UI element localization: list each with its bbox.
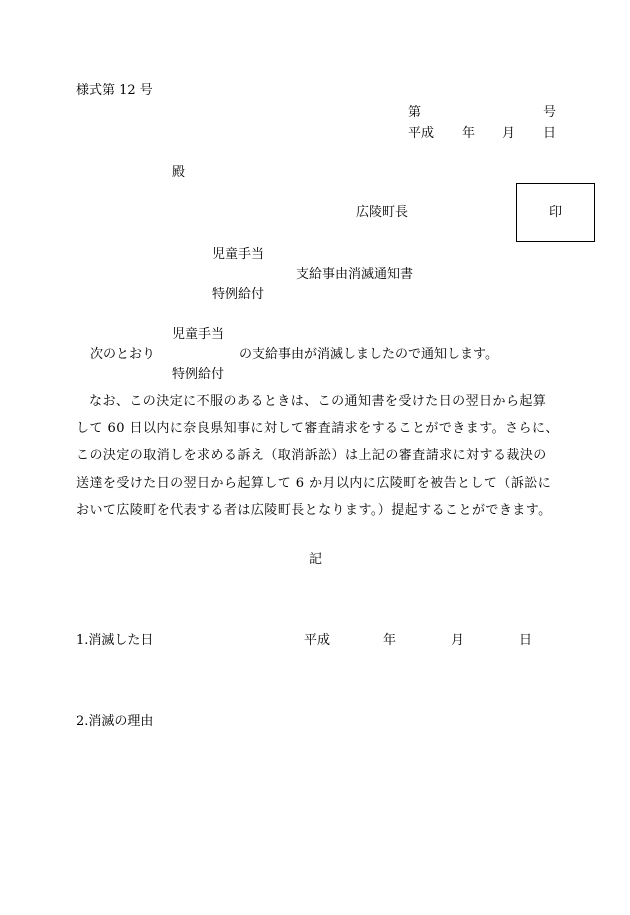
- seal-label: 印: [548, 205, 562, 220]
- notice-line: して 60 日以内に奈良県知事に対して審査請求をすることができます。さらに、: [76, 421, 559, 437]
- item-date-day: 日: [519, 633, 533, 648]
- body-type-lower: 特例給付: [172, 367, 225, 382]
- seal-box: [516, 183, 595, 242]
- body-lead: 次のとおり: [90, 347, 156, 362]
- ki-heading: 記: [309, 552, 323, 567]
- item-date-era: 平成: [304, 633, 331, 648]
- body-type-upper: 児童手当: [172, 327, 225, 342]
- body-main: の支給事由が消滅しましたので通知します。: [239, 347, 498, 362]
- appeal-notice: [76, 388, 559, 524]
- document-title: 支給事由消滅通知書: [296, 267, 414, 282]
- number-suffix: 号: [543, 105, 557, 120]
- notice-line: この決定の取消しを求める訴え（取消訴訟）は上記の審査請求に対する裁決の: [76, 448, 547, 464]
- date-era: 平成: [408, 126, 435, 141]
- date-month: 月: [502, 126, 516, 141]
- item-date-label: 1.消滅した日: [76, 633, 154, 648]
- date-day: 日: [543, 126, 557, 141]
- notice-line: おいて広陵町を代表する者は広陵町長となります。）提起することができます。: [76, 502, 552, 518]
- date-year: 年: [462, 126, 476, 141]
- recipient-honorific: 殿: [172, 165, 186, 180]
- item-reason-label: 2.消滅の理由: [76, 714, 154, 729]
- issuer: 広陵町長: [356, 205, 409, 220]
- number-label: 第: [408, 105, 422, 120]
- item-date-year: 年: [383, 633, 397, 648]
- notice-line: 送達を受けた日の翌日から起算して 6 か月以内に広陵町を被告として（訴訟に: [76, 475, 552, 491]
- notice-line: なお、この決定に不服のあるときは、この通知書を受けた日の翌日から起算: [89, 394, 547, 409]
- form-number: 様式第 12 号: [76, 83, 153, 98]
- title-type-lower: 特例給付: [212, 287, 265, 302]
- item-date-month: 月: [451, 633, 465, 648]
- title-type-upper: 児童手当: [212, 247, 265, 262]
